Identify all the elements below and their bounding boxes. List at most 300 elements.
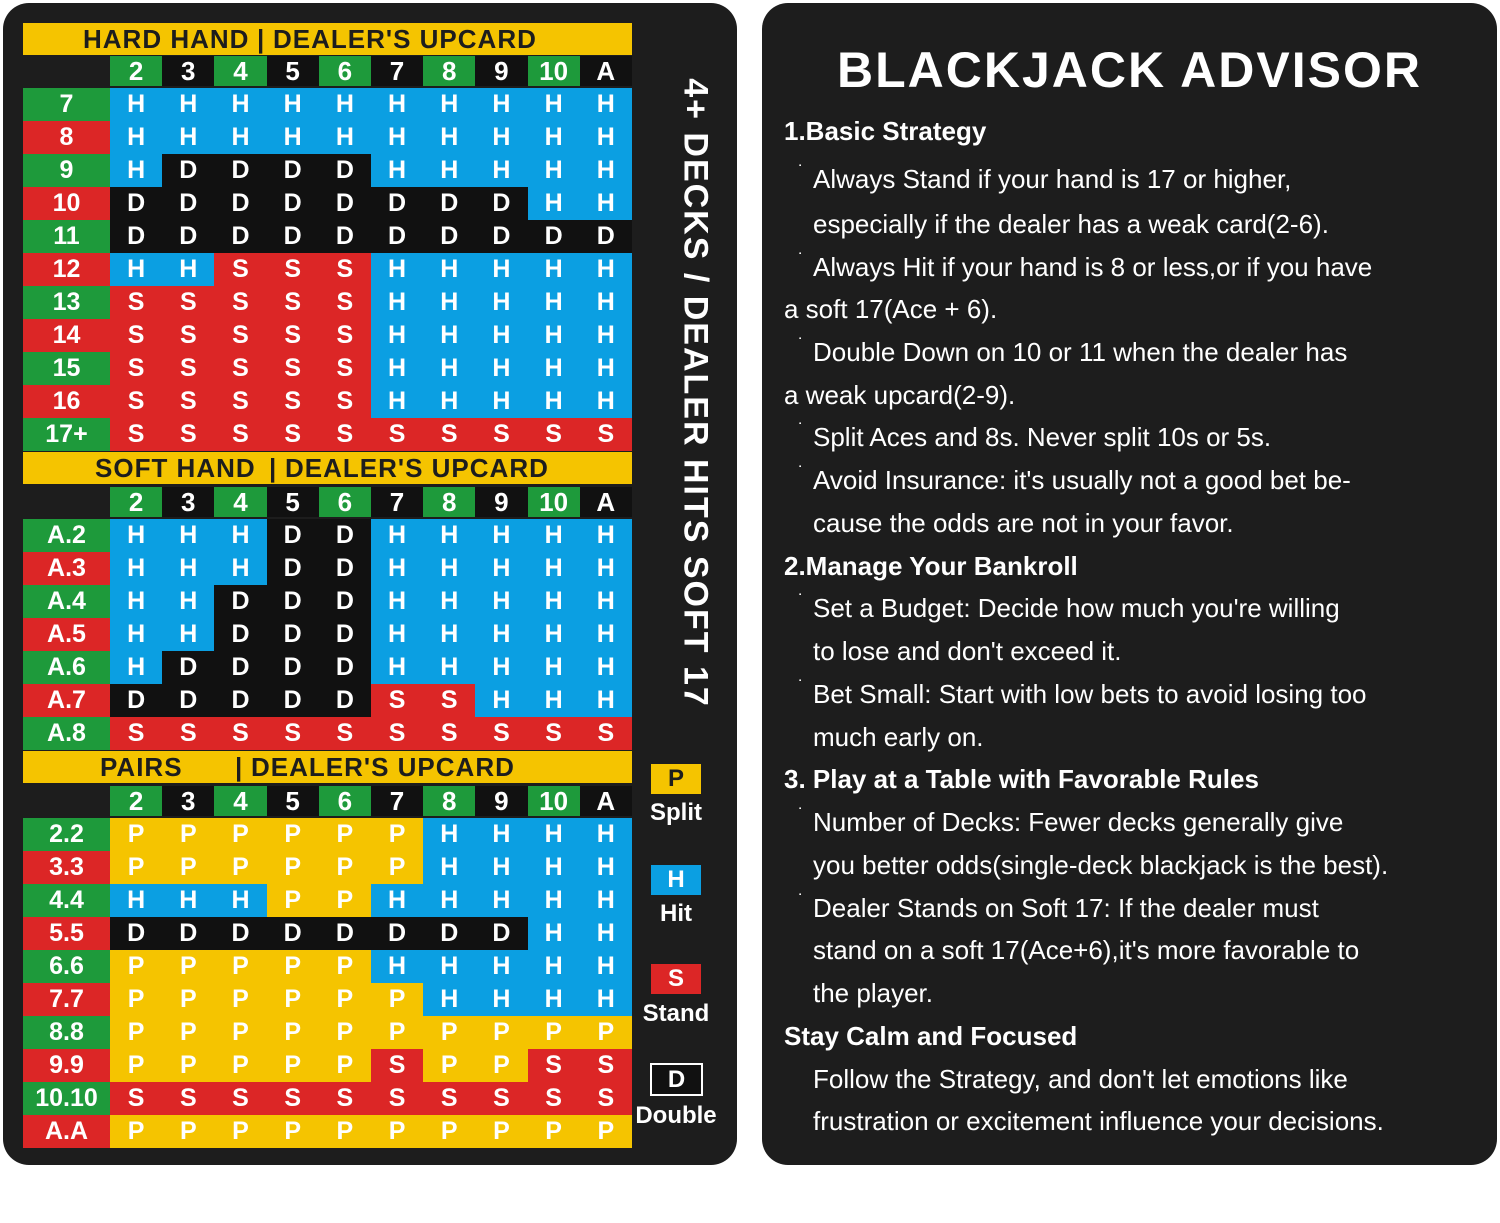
action-cell-stand: S xyxy=(110,385,162,418)
action-cell-split: P xyxy=(110,818,162,851)
strategy-row xyxy=(23,618,632,651)
action-cell-hit: H xyxy=(214,121,266,154)
action-cell-stand: S xyxy=(267,352,319,385)
player-hand-label: 11 xyxy=(23,220,110,253)
action-cell-hit: H xyxy=(371,950,423,983)
legend-double-label: Double xyxy=(635,1102,717,1129)
action-cell-hit: H xyxy=(371,286,423,319)
strategy-row xyxy=(23,983,632,1016)
advisor-text-line: Dealer Stands on Soft 17: If the dealer must xyxy=(813,893,1319,923)
action-cell-double: D xyxy=(267,154,319,187)
dealer-upcard-8: 8 xyxy=(423,487,475,517)
action-cell-hit: H xyxy=(371,651,423,684)
action-cell-stand: S xyxy=(162,1082,214,1115)
action-cell-split: P xyxy=(371,1115,423,1148)
action-cell-stand: S xyxy=(528,1082,580,1115)
soft-column-headers xyxy=(110,487,632,517)
action-cell-hit: H xyxy=(475,585,527,618)
action-cell-hit: H xyxy=(475,851,527,884)
player-hand-label: 14 xyxy=(23,319,110,352)
action-cell-split: P xyxy=(267,1049,319,1082)
action-cell-hit: H xyxy=(423,385,475,418)
action-cell-hit: H xyxy=(580,286,632,319)
action-cell-stand: S xyxy=(214,253,266,286)
action-cell-split: P xyxy=(110,1049,162,1082)
strategy-row xyxy=(23,286,632,319)
action-cell-stand: S xyxy=(528,717,580,750)
dealer-upcard-9: 9 xyxy=(475,786,527,816)
action-cell-stand: S xyxy=(580,1049,632,1082)
action-cell-hit: H xyxy=(528,585,580,618)
action-cell-hit: H xyxy=(371,884,423,917)
strategy-row xyxy=(23,717,632,750)
action-cell-hit: H xyxy=(162,884,214,917)
action-cell-split: P xyxy=(475,1049,527,1082)
action-cell-stand: S xyxy=(110,418,162,451)
action-cell-stand: S xyxy=(214,352,266,385)
dealer-upcard-9: 9 xyxy=(475,56,527,86)
action-cell-hit: H xyxy=(267,121,319,154)
action-cell-hit: H xyxy=(371,352,423,385)
advisor-section-heading: 2.Manage Your Bankroll xyxy=(784,551,1078,581)
player-hand-label: 6.6 xyxy=(23,950,110,983)
dealer-upcard-10: 10 xyxy=(528,786,580,816)
action-cell-hit: H xyxy=(267,88,319,121)
action-cell-split: P xyxy=(371,818,423,851)
advisor-text-line: Avoid Insurance: it's usually not a good bet be- xyxy=(813,465,1351,495)
action-cell-hit: H xyxy=(528,684,580,717)
action-cell-hit: H xyxy=(528,154,580,187)
advisor-text-line: Always Hit if your hand is 8 or less,or if you have xyxy=(813,252,1373,282)
action-cell-double: D xyxy=(162,684,214,717)
action-cell-stand: S xyxy=(162,385,214,418)
action-cell-stand: S xyxy=(110,286,162,319)
action-cell-hit: H xyxy=(110,88,162,121)
action-cell-hit: H xyxy=(423,818,475,851)
action-cell-split: P xyxy=(423,1115,475,1148)
action-cell-hit: H xyxy=(475,552,527,585)
action-cell-hit: H xyxy=(423,319,475,352)
vertical-title-text: 4+ DECKS / DEALER HITS SOFT 17 xyxy=(676,78,715,708)
action-cell-hit: H xyxy=(580,585,632,618)
advisor-text-line: cause the odds are not in your favor. xyxy=(813,508,1234,538)
action-cell-hit: H xyxy=(319,121,371,154)
bullet-dot: ˙ xyxy=(798,891,804,911)
strategy-chart-card xyxy=(3,3,737,1165)
action-cell-double: D xyxy=(423,187,475,220)
hard-hand-title: HARD HAND xyxy=(83,24,250,54)
strategy-row xyxy=(23,121,632,154)
action-cell-double: D xyxy=(214,684,266,717)
action-cell-split: P xyxy=(528,1016,580,1049)
action-cell-split: P xyxy=(267,884,319,917)
legend-hit-swatch: H xyxy=(651,865,701,895)
action-cell-stand: S xyxy=(319,319,371,352)
action-cell-hit: H xyxy=(475,519,527,552)
action-cell-hit: H xyxy=(580,154,632,187)
action-cell-stand: S xyxy=(267,319,319,352)
action-cell-split: P xyxy=(214,851,266,884)
action-cell-split: P xyxy=(423,1016,475,1049)
action-cell-split: P xyxy=(162,818,214,851)
action-cell-split: P xyxy=(267,950,319,983)
action-cell-hit: H xyxy=(580,950,632,983)
action-cell-hit: H xyxy=(162,253,214,286)
player-hand-label: 4.4 xyxy=(23,884,110,917)
action-cell-stand: S xyxy=(214,418,266,451)
action-cell-stand: S xyxy=(423,717,475,750)
action-cell-double: D xyxy=(162,187,214,220)
action-cell-split: P xyxy=(267,1016,319,1049)
advisor-card xyxy=(762,3,1497,1165)
action-cell-split: P xyxy=(423,1049,475,1082)
action-cell-double: D xyxy=(267,519,319,552)
advisor-text-line: a soft 17(Ace + 6). xyxy=(784,294,998,324)
action-cell-split: P xyxy=(475,1016,527,1049)
action-cell-hit: H xyxy=(475,121,527,154)
action-cell-split: P xyxy=(110,851,162,884)
action-cell-hit: H xyxy=(110,253,162,286)
action-cell-hit: H xyxy=(423,585,475,618)
action-cell-hit: H xyxy=(580,851,632,884)
action-cell-hit: H xyxy=(371,253,423,286)
action-cell-split: P xyxy=(110,983,162,1016)
action-cell-double: D xyxy=(319,917,371,950)
action-cell-split: P xyxy=(319,983,371,1016)
player-hand-label: 13 xyxy=(23,286,110,319)
action-cell-hit: H xyxy=(528,884,580,917)
action-cell-stand: S xyxy=(528,418,580,451)
action-cell-split: P xyxy=(319,818,371,851)
advisor-text-line: you better odds(single-deck blackjack is the best). xyxy=(813,850,1389,880)
pairs-title: PAIRS xyxy=(100,752,183,782)
player-hand-label: A.3 xyxy=(23,552,110,585)
hard-hand-grid xyxy=(23,88,632,451)
action-cell-hit: H xyxy=(371,154,423,187)
player-hand-label: 8 xyxy=(23,121,110,154)
action-cell-split: P xyxy=(267,818,319,851)
action-cell-split: P xyxy=(162,1049,214,1082)
action-cell-split: P xyxy=(267,851,319,884)
action-cell-hit: H xyxy=(423,88,475,121)
advisor-text-line: much early on. xyxy=(813,722,984,752)
action-cell-hit: H xyxy=(580,684,632,717)
bullet-dot: ˙ xyxy=(798,250,804,270)
action-cell-hit: H xyxy=(371,618,423,651)
action-cell-hit: H xyxy=(528,851,580,884)
strategy-row xyxy=(23,818,632,851)
action-cell-double: D xyxy=(319,187,371,220)
action-cell-hit: H xyxy=(110,618,162,651)
dealer-upcard-6: 6 xyxy=(319,786,371,816)
strategy-row xyxy=(23,851,632,884)
action-cell-double: D xyxy=(319,154,371,187)
action-cell-stand: S xyxy=(528,1049,580,1082)
action-cell-hit: H xyxy=(580,917,632,950)
action-cell-hit: H xyxy=(580,552,632,585)
action-cell-stand: S xyxy=(580,1082,632,1115)
action-cell-hit: H xyxy=(110,552,162,585)
action-cell-double: D xyxy=(110,187,162,220)
action-cell-hit: H xyxy=(110,884,162,917)
action-cell-double: D xyxy=(162,917,214,950)
action-cell-double: D xyxy=(475,917,527,950)
action-cell-hit: H xyxy=(371,319,423,352)
action-cell-stand: S xyxy=(475,418,527,451)
action-cell-stand: S xyxy=(110,352,162,385)
action-cell-double: D xyxy=(475,187,527,220)
action-cell-hit: H xyxy=(110,651,162,684)
action-cell-stand: S xyxy=(319,253,371,286)
action-cell-hit: H xyxy=(475,319,527,352)
action-cell-double: D xyxy=(423,220,475,253)
action-cell-hit: H xyxy=(528,818,580,851)
dealer-upcard-7: 7 xyxy=(371,786,423,816)
action-cell-hit: H xyxy=(214,884,266,917)
action-cell-stand: S xyxy=(580,717,632,750)
action-cell-double: D xyxy=(214,220,266,253)
action-cell-split: P xyxy=(110,1115,162,1148)
dealer-upcard-3: 3 xyxy=(162,56,214,86)
action-cell-stand: S xyxy=(580,418,632,451)
dealer-upcard-6: 6 xyxy=(319,56,371,86)
player-hand-label: 10 xyxy=(23,187,110,220)
action-cell-stand: S xyxy=(162,286,214,319)
action-cell-double: D xyxy=(475,220,527,253)
action-cell-split: P xyxy=(319,1049,371,1082)
action-cell-split: P xyxy=(110,1016,162,1049)
action-cell-stand: S xyxy=(267,385,319,418)
action-cell-double: D xyxy=(528,220,580,253)
advisor-text-line: a weak upcard(2-9). xyxy=(784,380,1016,410)
hard-hand-header xyxy=(23,23,632,55)
action-cell-hit: H xyxy=(528,552,580,585)
action-cell-split: P xyxy=(580,1115,632,1148)
action-cell-hit: H xyxy=(580,651,632,684)
pairs-dealer-upcard-title: DEALER'S UPCARD xyxy=(251,752,515,782)
action-cell-split: P xyxy=(214,983,266,1016)
action-cell-double: D xyxy=(371,187,423,220)
action-cell-stand: S xyxy=(110,717,162,750)
action-cell-hit: H xyxy=(423,154,475,187)
action-cell-stand: S xyxy=(162,717,214,750)
action-cell-hit: H xyxy=(423,519,475,552)
action-cell-double: D xyxy=(319,651,371,684)
strategy-row xyxy=(23,154,632,187)
action-cell-hit: H xyxy=(214,88,266,121)
action-cell-hit: H xyxy=(475,352,527,385)
advisor-text-line: especially if the dealer has a weak card(2-6). xyxy=(813,209,1329,239)
action-cell-hit: H xyxy=(371,519,423,552)
action-cell-stand: S xyxy=(319,286,371,319)
action-cell-double: D xyxy=(110,220,162,253)
action-cell-hit: H xyxy=(423,286,475,319)
action-cell-hit: H xyxy=(475,651,527,684)
action-cell-hit: H xyxy=(580,121,632,154)
action-cell-double: D xyxy=(267,618,319,651)
dealer-upcard-5: 5 xyxy=(267,487,319,517)
advisor-section-heading: 1.Basic Strategy xyxy=(784,116,987,146)
action-cell-split: P xyxy=(214,1016,266,1049)
bullet-dot: ˙ xyxy=(798,162,804,182)
action-cell-stand: S xyxy=(110,1082,162,1115)
action-cell-split: P xyxy=(371,851,423,884)
advisor-text-line: Number of Decks: Fewer decks generally give xyxy=(813,807,1344,837)
action-cell-hit: H xyxy=(528,519,580,552)
action-cell-hit: H xyxy=(475,385,527,418)
action-cell-stand: S xyxy=(319,418,371,451)
strategy-row xyxy=(23,917,632,950)
action-cell-double: D xyxy=(319,220,371,253)
player-hand-label: 12 xyxy=(23,253,110,286)
action-cell-stand: S xyxy=(423,684,475,717)
player-hand-label: A.5 xyxy=(23,618,110,651)
action-cell-double: D xyxy=(162,154,214,187)
player-hand-label: A.2 xyxy=(23,519,110,552)
player-hand-label: 7 xyxy=(23,88,110,121)
action-cell-split: P xyxy=(580,1016,632,1049)
legend-split-swatch: P xyxy=(651,764,701,794)
action-cell-stand: S xyxy=(110,319,162,352)
action-cell-double: D xyxy=(580,220,632,253)
dealer-upcard-9: 9 xyxy=(475,487,527,517)
action-cell-hit: H xyxy=(528,618,580,651)
action-cell-hit: H xyxy=(371,585,423,618)
header-divider: | xyxy=(235,752,244,782)
action-cell-hit: H xyxy=(110,121,162,154)
action-cell-double: D xyxy=(162,220,214,253)
advisor-text-line: Double Down on 10 or 11 when the dealer has xyxy=(813,337,1348,367)
action-cell-double: D xyxy=(267,585,319,618)
bullet-dot: ˙ xyxy=(798,463,804,483)
action-cell-stand: S xyxy=(371,1082,423,1115)
action-cell-split: P xyxy=(528,1115,580,1148)
bullet-dot: ˙ xyxy=(798,420,804,440)
action-cell-hit: H xyxy=(475,884,527,917)
action-cell-double: D xyxy=(371,917,423,950)
dealer-upcard-A: A xyxy=(580,487,632,517)
action-cell-hit: H xyxy=(423,851,475,884)
dealer-upcard-A: A xyxy=(580,786,632,816)
action-cell-stand: S xyxy=(214,717,266,750)
action-cell-hit: H xyxy=(580,983,632,1016)
advisor-text-line: stand on a soft 17(Ace+6),it's more favorable to xyxy=(813,935,1360,965)
bullet-dot: ˙ xyxy=(798,677,804,697)
legend-stand-label: Stand xyxy=(642,1000,710,1027)
action-cell-hit: H xyxy=(528,950,580,983)
action-cell-split: P xyxy=(162,950,214,983)
action-cell-double: D xyxy=(110,917,162,950)
action-cell-double: D xyxy=(319,552,371,585)
action-cell-hit: H xyxy=(528,253,580,286)
action-cell-hit: H xyxy=(371,385,423,418)
action-cell-hit: H xyxy=(580,618,632,651)
pairs-header xyxy=(23,751,632,783)
action-cell-hit: H xyxy=(371,552,423,585)
dealer-upcard-A: A xyxy=(580,56,632,86)
legend-hit-label: Hit xyxy=(660,900,692,927)
action-cell-stand: S xyxy=(162,418,214,451)
strategy-row xyxy=(23,651,632,684)
action-cell-hit: H xyxy=(162,585,214,618)
strategy-row xyxy=(23,319,632,352)
strategy-row xyxy=(23,88,632,121)
action-cell-double: D xyxy=(214,585,266,618)
action-cell-hit: H xyxy=(528,352,580,385)
dealer-upcard-4: 4 xyxy=(214,56,266,86)
action-cell-split: P xyxy=(319,1115,371,1148)
action-cell-split: P xyxy=(110,950,162,983)
action-cell-split: P xyxy=(319,884,371,917)
dealer-upcard-3: 3 xyxy=(162,487,214,517)
decks-rule-vertical-title xyxy=(676,63,715,723)
action-cell-split: P xyxy=(319,950,371,983)
bullet-dot: ˙ xyxy=(798,805,804,825)
action-cell-hit: H xyxy=(580,818,632,851)
action-cell-hit: H xyxy=(423,552,475,585)
action-cell-double: D xyxy=(214,917,266,950)
action-cell-stand: S xyxy=(319,352,371,385)
strategy-row xyxy=(23,418,632,451)
action-cell-hit: H xyxy=(371,121,423,154)
action-cell-hit: H xyxy=(319,88,371,121)
action-cell-hit: H xyxy=(423,253,475,286)
player-hand-label: 10.10 xyxy=(23,1082,110,1115)
action-cell-hit: H xyxy=(528,983,580,1016)
advisor-text-line: Follow the Strategy, and don't let emotions like xyxy=(813,1064,1348,1094)
dealer-upcard-5: 5 xyxy=(267,786,319,816)
player-hand-label: 5.5 xyxy=(23,917,110,950)
hard-dealer-upcard-title: DEALER'S UPCARD xyxy=(273,24,537,54)
action-cell-stand: S xyxy=(371,717,423,750)
action-cell-hit: H xyxy=(528,651,580,684)
action-cell-double: D xyxy=(319,684,371,717)
action-cell-split: P xyxy=(371,983,423,1016)
dealer-upcard-10: 10 xyxy=(528,56,580,86)
action-cell-hit: H xyxy=(214,552,266,585)
action-cell-split: P xyxy=(214,818,266,851)
action-cell-stand: S xyxy=(423,1082,475,1115)
action-cell-split: P xyxy=(162,1016,214,1049)
action-cell-stand: S xyxy=(162,352,214,385)
header-divider: | xyxy=(269,453,278,483)
action-cell-hit: H xyxy=(110,585,162,618)
action-cell-stand: S xyxy=(371,418,423,451)
action-cell-double: D xyxy=(214,154,266,187)
action-cell-stand: S xyxy=(214,385,266,418)
action-cell-double: D xyxy=(267,917,319,950)
strategy-row xyxy=(23,552,632,585)
action-cell-double: D xyxy=(423,917,475,950)
action-cell-hit: H xyxy=(475,286,527,319)
action-cell-hit: H xyxy=(580,884,632,917)
strategy-row xyxy=(23,684,632,717)
action-cell-double: D xyxy=(319,585,371,618)
action-cell-double: D xyxy=(371,220,423,253)
strategy-row xyxy=(23,1082,632,1115)
player-hand-label: A.A xyxy=(23,1115,110,1148)
legend-stand-swatch: S xyxy=(651,964,701,994)
action-cell-hit: H xyxy=(475,154,527,187)
advisor-section-heading: Stay Calm and Focused xyxy=(784,1021,1078,1051)
action-cell-hit: H xyxy=(475,253,527,286)
soft-dealer-upcard-title: DEALER'S UPCARD xyxy=(285,453,549,483)
action-cell-stand: S xyxy=(423,418,475,451)
action-cell-stand: S xyxy=(267,253,319,286)
advisor-text-line: Set a Budget: Decide how much you're willing xyxy=(813,593,1340,623)
action-cell-stand: S xyxy=(214,286,266,319)
strategy-row xyxy=(23,385,632,418)
